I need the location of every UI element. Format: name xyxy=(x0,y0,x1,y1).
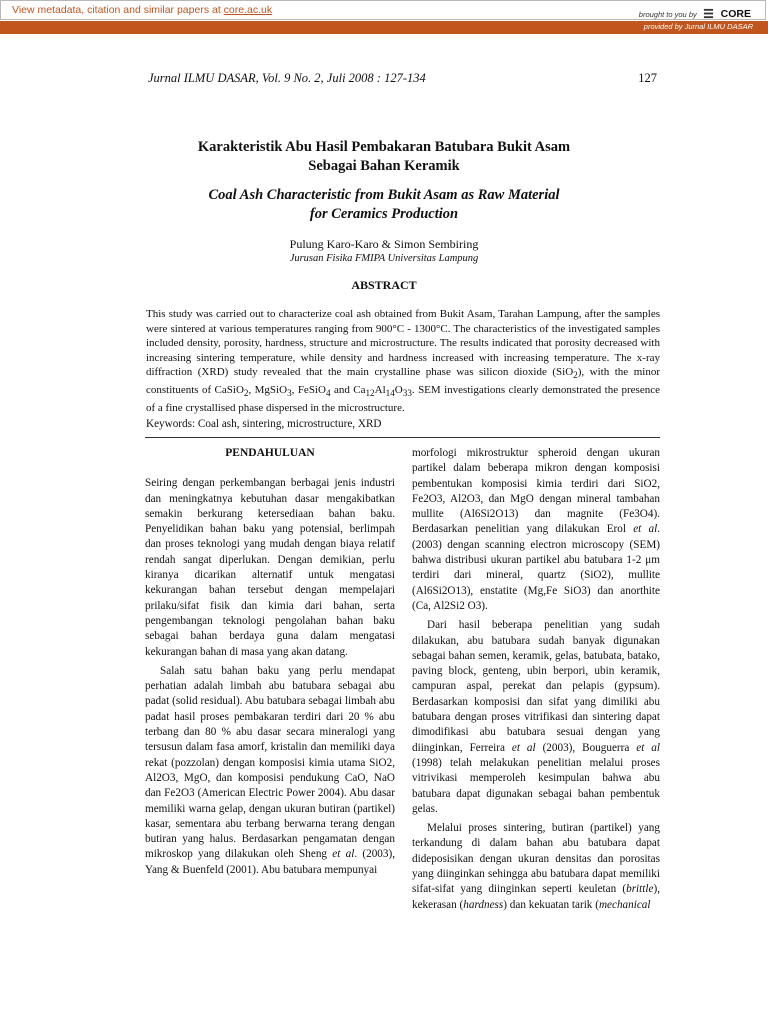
subscript: 2 xyxy=(573,370,578,381)
subscript: 33 xyxy=(402,388,412,399)
paragraph-text: . (2003) dengan scanning electron microscopy (SEM) bahwa distribusi ukuran partikel abu batubara 1-2 μm terdiri dari mineral, quartz (SiO2), mullite (Al6Si2O13), enstatite (Mg,Fe SiO3) dan anorthite (Ca, Al2Si2 O3). xyxy=(412,523,660,612)
paragraph-text: Salah satu bahan baku yang perlu mendapat perhatian adalah limbah abu batubara sebagai abu padat (solid residual). Abu batubara sebagai limbah abu padat hasil proses pembakaran terdiri dari 20 % abu terbang dan 80 % abu dasar secara mineralogi yang tersusun dalam fasa amorf, kristalin dan memiliki daya rekat (pozzolan) dengan komposisi kimia utama SiO2, Al2O3, MgO, dan komposisi pendukung CaO, NaO dan Fe2O3 (American Electric Power 2004). Abu dasar memiliki warna gelap, dengan ukuran butiran (partikel) kasar, sementara abu terbang berwarna terang dengan butiran yang halus. Berdasarkan pengamatan dengan mikroskop yang dilakukan oleh Sheng xyxy=(145,664,395,861)
paragraph xyxy=(412,446,660,614)
abstract-text: and Ca xyxy=(330,384,366,397)
core-banner xyxy=(0,0,766,20)
abstract-text: , FeSiO xyxy=(291,384,326,397)
paragraph xyxy=(145,664,395,878)
title-indonesian xyxy=(0,138,768,176)
provider-bar xyxy=(0,21,768,34)
metadata-notice xyxy=(12,4,272,16)
provided-by-text[interactable]: provided by Jurnal ILMU DASAR xyxy=(643,22,753,31)
title-english xyxy=(0,186,768,224)
paragraph-text: (1998) telah melakukan penelitian melalui proses vitrivikasi memperoleh kesimpulan bahwa abu batubara dapat digunakan sebagai bahan pembentuk gelas. xyxy=(412,756,660,815)
paragraph-text: ) dan kekuatan tarik ( xyxy=(503,898,599,911)
term-brittle: brittle xyxy=(626,883,654,896)
title-english-line1: Coal Ash Characteristic from Bukit Asam as Raw Material xyxy=(208,187,560,203)
abstract-text: . SEM investigations clearly demonstrated the presence of a fine crystallised phase dispersed in the microstructure. xyxy=(146,384,660,414)
abstract-text: ), with the minor constituents of CaSiO xyxy=(146,366,660,397)
core-logo-icon xyxy=(703,8,714,19)
subscript: 4 xyxy=(325,388,331,399)
abstract-text: Al xyxy=(374,384,386,397)
subscript: 3 xyxy=(287,388,292,399)
keywords: Keywords: Coal ash, sintering, microstructure, XRD xyxy=(146,418,382,430)
core-ac-uk-link[interactable]: core.ac.uk xyxy=(223,4,273,16)
abstract-heading: ABSTRACT xyxy=(351,278,417,292)
subscript: 12 xyxy=(365,388,375,399)
et-al: et al xyxy=(511,741,536,754)
term-hardness: hardness xyxy=(463,898,504,911)
brought-to-you-text: brought to you by xyxy=(638,10,697,19)
title-indonesian-line1: Karakteristik Abu Hasil Pembakaran Batubara Bukit Asam xyxy=(197,139,571,155)
paragraph xyxy=(412,821,660,913)
paragraph-text: (2003), Bouguerra xyxy=(535,741,637,754)
paragraph: Seiring dengan perkembangan berbagai jenis industri dan meningkatnya kebutuhan dasar mengakibatkan semakin berkurang ketersediaan bahan baku. Penyelidikan bahan baku yang potensial, berlimpah dan proses teknologi yang mudah dengan biaya relatif rendah sangat diperlukan. Dengan demikian, perlu kiranya dicarikan alternatif untuk mengatasi kekurangan bahan tersebut dengan mempelajari prilaku/sifat fisik dan kimia dari bahan, serta pengembangan teknologi pengolahan bahan baku sebagai bahan berdaya guna dalam mengatasi kekurangan bahan di masa yang akan datang. xyxy=(145,477,395,658)
paragraph-text: Dari hasil beberapa penelitian yang sudah dilakukan, abu batubara sudah banyak digunakan sebagai bahan semen, keramik, gelas, batubata, batako, paving block, genteng, ubin berpori, ubin keramik, campuran aspal, perekat dan pelapis (gypsum). Berdasarkan komposisi dan sifat yang dimiliki abu batubara dengan proses vitrifikasi dan sintering dapat dimodifikasi abu batubara sesuai dengan yang diinginkan, Ferreira xyxy=(412,619,660,754)
et-al: et al xyxy=(633,523,658,536)
core-brand[interactable] xyxy=(639,4,751,22)
authors: Pulung Karo-Karo & Simon Sembiring xyxy=(289,237,479,251)
title-indonesian-line2: Sebagai Bahan Keramik xyxy=(308,158,460,174)
body-column-left xyxy=(145,446,395,878)
et-al: et al xyxy=(636,741,661,754)
section-divider xyxy=(145,437,660,438)
core-brand-name: CORE xyxy=(720,8,751,20)
page-number: 127 xyxy=(638,71,657,85)
paragraph-text: Melalui proses sintering, butiran (partikel) yang terkandung di dalam bahan abu batubara dapat dideposisikan dengan ukuran densitas dan porositas yang diinginkan sehingga abu batubara dapat memiliki sifat-sifat yang diinginkan seperti keuletan ( xyxy=(412,822,660,896)
paragraph-text: . (2003), Yang & Buenfeld (2001). Abu batubara mempunyai xyxy=(145,848,396,876)
paragraph-text: ), kekerasan ( xyxy=(412,883,660,911)
title-english-line2: for Ceramics Production xyxy=(309,206,459,222)
metadata-text: View metadata, citation and similar papers at xyxy=(12,4,224,16)
subscript: 2 xyxy=(243,388,249,399)
abstract-text: This study was carried out to characterize coal ash obtained from Bukit Asam, Tarahan Lampung, after the samples were sintered at various temperatures ranging from 900°C - 1300°C. The characteristics of the investigated samples included density, porosity, hardness, structure and microstructure. The results indicated that porosity decreased with increasing sintering temperature, while density and hardness increased with increasing temperature. The x-ray diffraction (XRD) study revealed that the main crystalline phase was silicon dioxide (SiO xyxy=(146,308,660,379)
subscript: 14 xyxy=(385,388,395,399)
affiliation: Jurusan Fisika FMIPA Universitas Lampung xyxy=(289,253,479,264)
section-heading: PENDAHULUAN xyxy=(225,447,315,459)
abstract-text: , MgSiO xyxy=(248,384,288,397)
paragraph xyxy=(412,618,660,817)
term-mechanical: mechanical xyxy=(598,898,651,911)
journal-citation: Jurnal ILMU DASAR, Vol. 9 No. 2, Juli 2008 : 127-134 xyxy=(148,71,426,85)
paragraph-text: morfologi mikrostruktur spheroid dengan ukuran partikel dalam beberapa mikron dengan komposisi pembentukan komposisi kimia terdiri dari SiO2, Fe2O3, Al2O3, dan MgO dengan mineral tambahan mullite (Al6Si2O13) dan magnite (Fe3O4). Berdasarkan penelitian yang dilakukan Erol xyxy=(412,447,660,536)
abstract-text: O xyxy=(394,384,403,397)
et-al: et al xyxy=(332,848,355,861)
body-column-right xyxy=(412,446,660,913)
abstract-body xyxy=(146,307,660,416)
